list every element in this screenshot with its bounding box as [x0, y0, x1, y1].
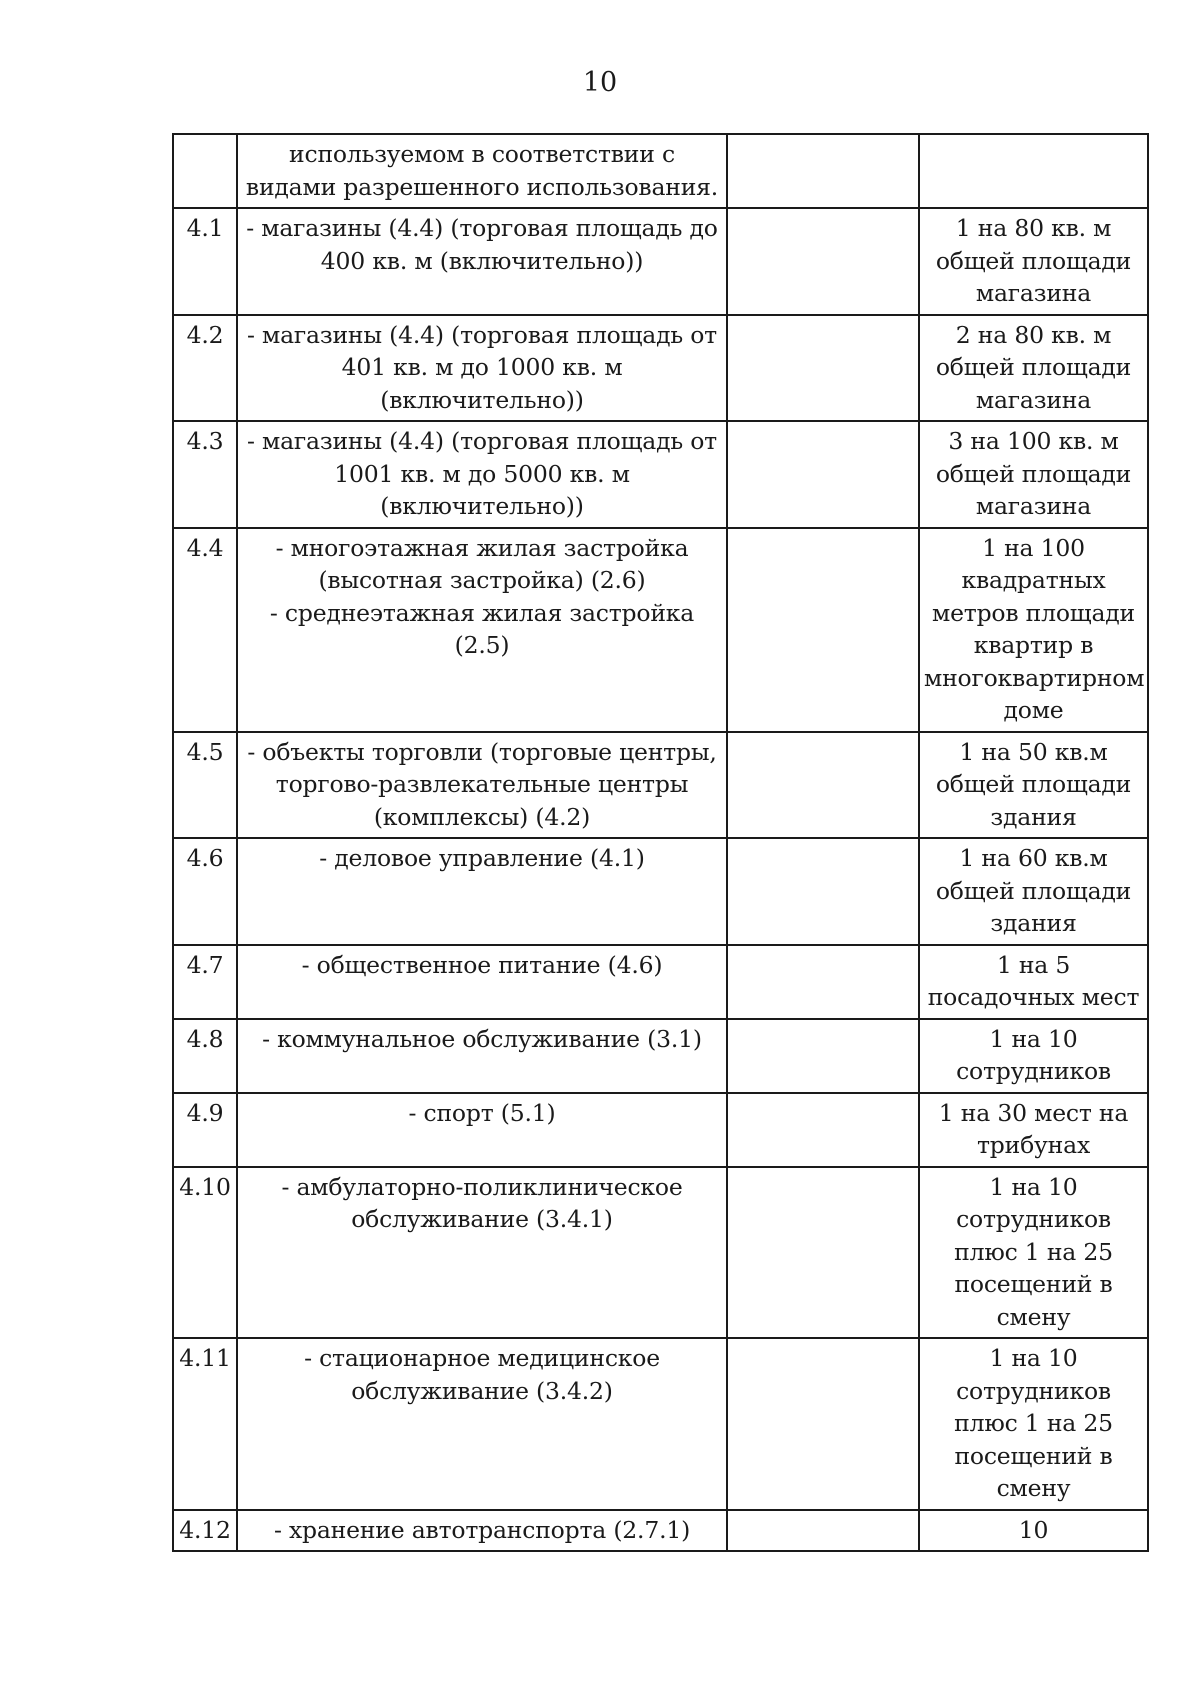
empty-cell: [727, 208, 919, 315]
table-row: [173, 134, 1148, 208]
table-row: [173, 732, 1148, 839]
empty-cell: [727, 1019, 919, 1093]
table-row: [173, 315, 1148, 422]
land-use-type: - амбулаторно-поликлиническое обслуживание (3.4.1): [237, 1167, 727, 1339]
land-use-type: - деловое управление (4.1): [237, 838, 727, 945]
empty-cell: [727, 421, 919, 528]
table-row: [173, 945, 1148, 1019]
parking-norm: 1 на 10 сотрудников плюс 1 на 25 посещений в смену: [919, 1167, 1148, 1339]
empty-cell: [727, 838, 919, 945]
parking-norms-table: [172, 133, 1149, 1552]
parking-norm: 1 на 10 сотрудников плюс 1 на 25 посещений в смену: [919, 1338, 1148, 1510]
empty-cell: [727, 1093, 919, 1167]
row-number: [173, 134, 237, 208]
table-row: [173, 421, 1148, 528]
empty-cell: [727, 134, 919, 208]
parking-norm: 10: [919, 1510, 1148, 1552]
parking-norm: 1 на 60 кв.м общей площади здания: [919, 838, 1148, 945]
row-number: 4.2: [173, 315, 237, 422]
land-use-type: - стационарное медицинское обслуживание (3.4.2): [237, 1338, 727, 1510]
row-number: 4.7: [173, 945, 237, 1019]
table-row: [173, 1338, 1148, 1510]
table-row: [173, 208, 1148, 315]
parking-norm: 1 на 10 сотрудников: [919, 1019, 1148, 1093]
empty-cell: [727, 528, 919, 732]
land-use-type: - коммунальное обслуживание (3.1): [237, 1019, 727, 1093]
parking-norm: 1 на 30 мест на трибунах: [919, 1093, 1148, 1167]
row-number: 4.5: [173, 732, 237, 839]
table-row: [173, 1093, 1148, 1167]
table-row: [173, 528, 1148, 732]
row-number: 4.4: [173, 528, 237, 732]
land-use-type: используемом в соответствии с видами разрешенного использования.: [237, 134, 727, 208]
empty-cell: [727, 315, 919, 422]
land-use-type: - спорт (5.1): [237, 1093, 727, 1167]
row-number: 4.10: [173, 1167, 237, 1339]
parking-norm: [919, 134, 1148, 208]
empty-cell: [727, 1510, 919, 1552]
row-number: 4.1: [173, 208, 237, 315]
parking-norm: 1 на 5 посадочных мест: [919, 945, 1148, 1019]
empty-cell: [727, 732, 919, 839]
row-number: 4.12: [173, 1510, 237, 1552]
land-use-type: - магазины (4.4) (торговая площадь от 401 кв. м до 1000 кв. м (включительно)): [237, 315, 727, 422]
land-use-type: - многоэтажная жилая застройка (высотная застройка) (2.6) - среднеэтажная жилая застройка (2.5): [237, 528, 727, 732]
row-number: 4.9: [173, 1093, 237, 1167]
land-use-type: - хранение автотранспорта (2.7.1): [237, 1510, 727, 1552]
land-use-type: - магазины (4.4) (торговая площадь от 1001 кв. м до 5000 кв. м (включительно)): [237, 421, 727, 528]
page-number: 10: [582, 67, 618, 98]
row-number: 4.6: [173, 838, 237, 945]
parking-norm: 2 на 80 кв. м общей площади магазина: [919, 315, 1148, 422]
land-use-type: - общественное питание (4.6): [237, 945, 727, 1019]
parking-norm: 1 на 50 кв.м общей площади здания: [919, 732, 1148, 839]
parking-norm: 1 на 100 квадратных метров площади квартир в многоквартирном доме: [919, 528, 1148, 732]
row-number: 4.8: [173, 1019, 237, 1093]
row-number: 4.3: [173, 421, 237, 528]
empty-cell: [727, 945, 919, 1019]
table-row: [173, 1019, 1148, 1093]
row-number: 4.11: [173, 1338, 237, 1510]
table-row: [173, 838, 1148, 945]
parking-norm: 1 на 80 кв. м общей площади магазина: [919, 208, 1148, 315]
empty-cell: [727, 1167, 919, 1339]
table-row: [173, 1167, 1148, 1339]
empty-cell: [727, 1338, 919, 1510]
table-row: [173, 1510, 1148, 1552]
land-use-type: - магазины (4.4) (торговая площадь до 400 кв. м (включительно)): [237, 208, 727, 315]
land-use-type: - объекты торговли (торговые центры, торгово-развлекательные центры (комплексы) (4.2): [237, 732, 727, 839]
parking-norm: 3 на 100 кв. м общей площади магазина: [919, 421, 1148, 528]
